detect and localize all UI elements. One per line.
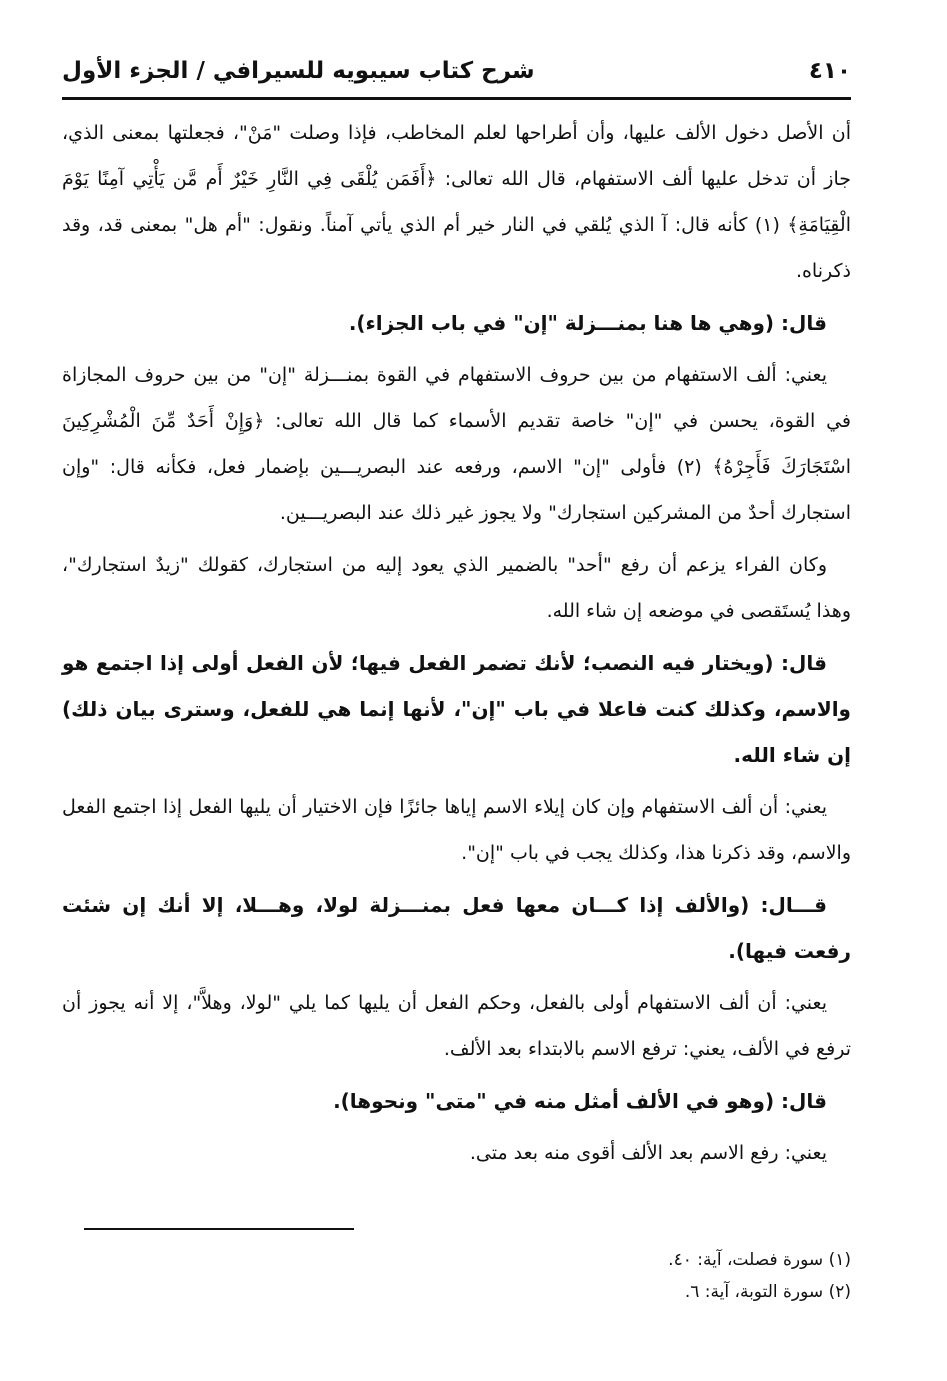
footnote-1: (١) سورة فصلت، آية: ٤٠. xyxy=(668,1250,851,1270)
body-text xyxy=(62,110,851,1182)
page-number: ٤١٠ xyxy=(808,58,851,84)
footnote-2: (٢) سورة التوبة، آية: ٦. xyxy=(684,1282,851,1302)
paragraph-1: أن الأصل دخول الألف عليها، وأن أطراحها لعلم المخاطب، فإذا وصلت "مَنْ"، فجعلتها بمعنى الذي، جاز أن تدخل عليها ألف الاستفهام، قال الله تعالى: ﴿أَفَمَن يُلْقَى فِي النَّارِ خَيْرٌ أَم مَّن يَأْتِي آمِنًا يَوْمَ الْقِيَامَةِ﴾ (١) كأنه قال: آ الذي يُلقي في النار خير أم الذي يأتي آمناً. ونقول: "أم هل" بمعنى قد، وقد ذكرناه. xyxy=(62,122,851,282)
paragraph-10: يعني: رفع الاسم بعد الألف أقوى منه بعد متى. xyxy=(469,1142,827,1164)
paragraph-4: وكان الفراء يزعم أن رفع "أحد" بالضمير الذي يعود إليه من استجارك، كقولك "زيدٌ استجارك"، وهذا يُستَقصى في موضعه إن شاء الله. xyxy=(62,554,851,622)
paragraph-6: يعني: أن ألف الاستفهام وإن كان إيلاء الاسم إياها جائزًا فإن الاختيار أن يليها الفعل إذا اجتمع الفعل والاسم، وقد ذكرنا هذا، وكذلك يجب في باب "إن". xyxy=(62,796,851,864)
running-title: شرح كتاب سيبويه للسيرافي / الجزء الأول xyxy=(62,58,535,84)
paragraph-9-quote: قال: (وهو في الألف أمثل منه في "متى" ونحوها). xyxy=(333,1089,827,1113)
paragraph-5-quote: قال: (ويختار فيه النصب؛ لأنك تضمر الفعل فيها؛ لأن الفعل أولى إذا اجتمع هو والاسم، وكذلك كنت فاعلا في باب "إن"، لأنها إنما هي للفعل، وسترى بيان ذلك) إن شاء الله. xyxy=(62,651,851,767)
paragraph-8: يعني: أن ألف الاستفهام أولى بالفعل، وحكم الفعل أن يليها كما يلي "لولا، وهلاَّ"، إلا أنه يجوز أن ترفع في الألف، يعني: ترفع الاسم بالابتداء بعد الألف. xyxy=(62,992,851,1060)
paragraph-3: يعني: ألف الاستفهام من بين حروف الاستفهام في القوة بمنـــزلة "إن" من بين حروف المجازاة في القوة، يحسن في "إن" خاصة تقديم الأسماء كما قال الله تعالى: ﴿وَإِنْ أَحَدٌ مِّنَ الْمُشْرِكِينَ اسْتَجَارَكَ فَأَجِرْهُ﴾ (٢) فأولى "إن" الاسم، ورفعه عند البصريـــين بإضمار فعل، فكأنه قال: "وإن استجارك أحدٌ من المشركين استجارك" ولا يجوز غير ذلك عند البصريـــين. xyxy=(62,364,851,524)
page-header xyxy=(62,52,851,98)
paragraph-2-quote: قال: (وهي ها هنا بمنـــزلة "إن" في باب الجزاء). xyxy=(348,311,827,335)
header-rule xyxy=(62,97,851,100)
paragraph-7-quote: قـــال: (والألف إذا كـــان معها فعل بمنـــزلة لولا، وهـــلا، إلا أنك إن شئت رفعت فيها). xyxy=(62,893,851,963)
footnotes xyxy=(62,1244,851,1308)
footnote-rule xyxy=(84,1228,354,1230)
